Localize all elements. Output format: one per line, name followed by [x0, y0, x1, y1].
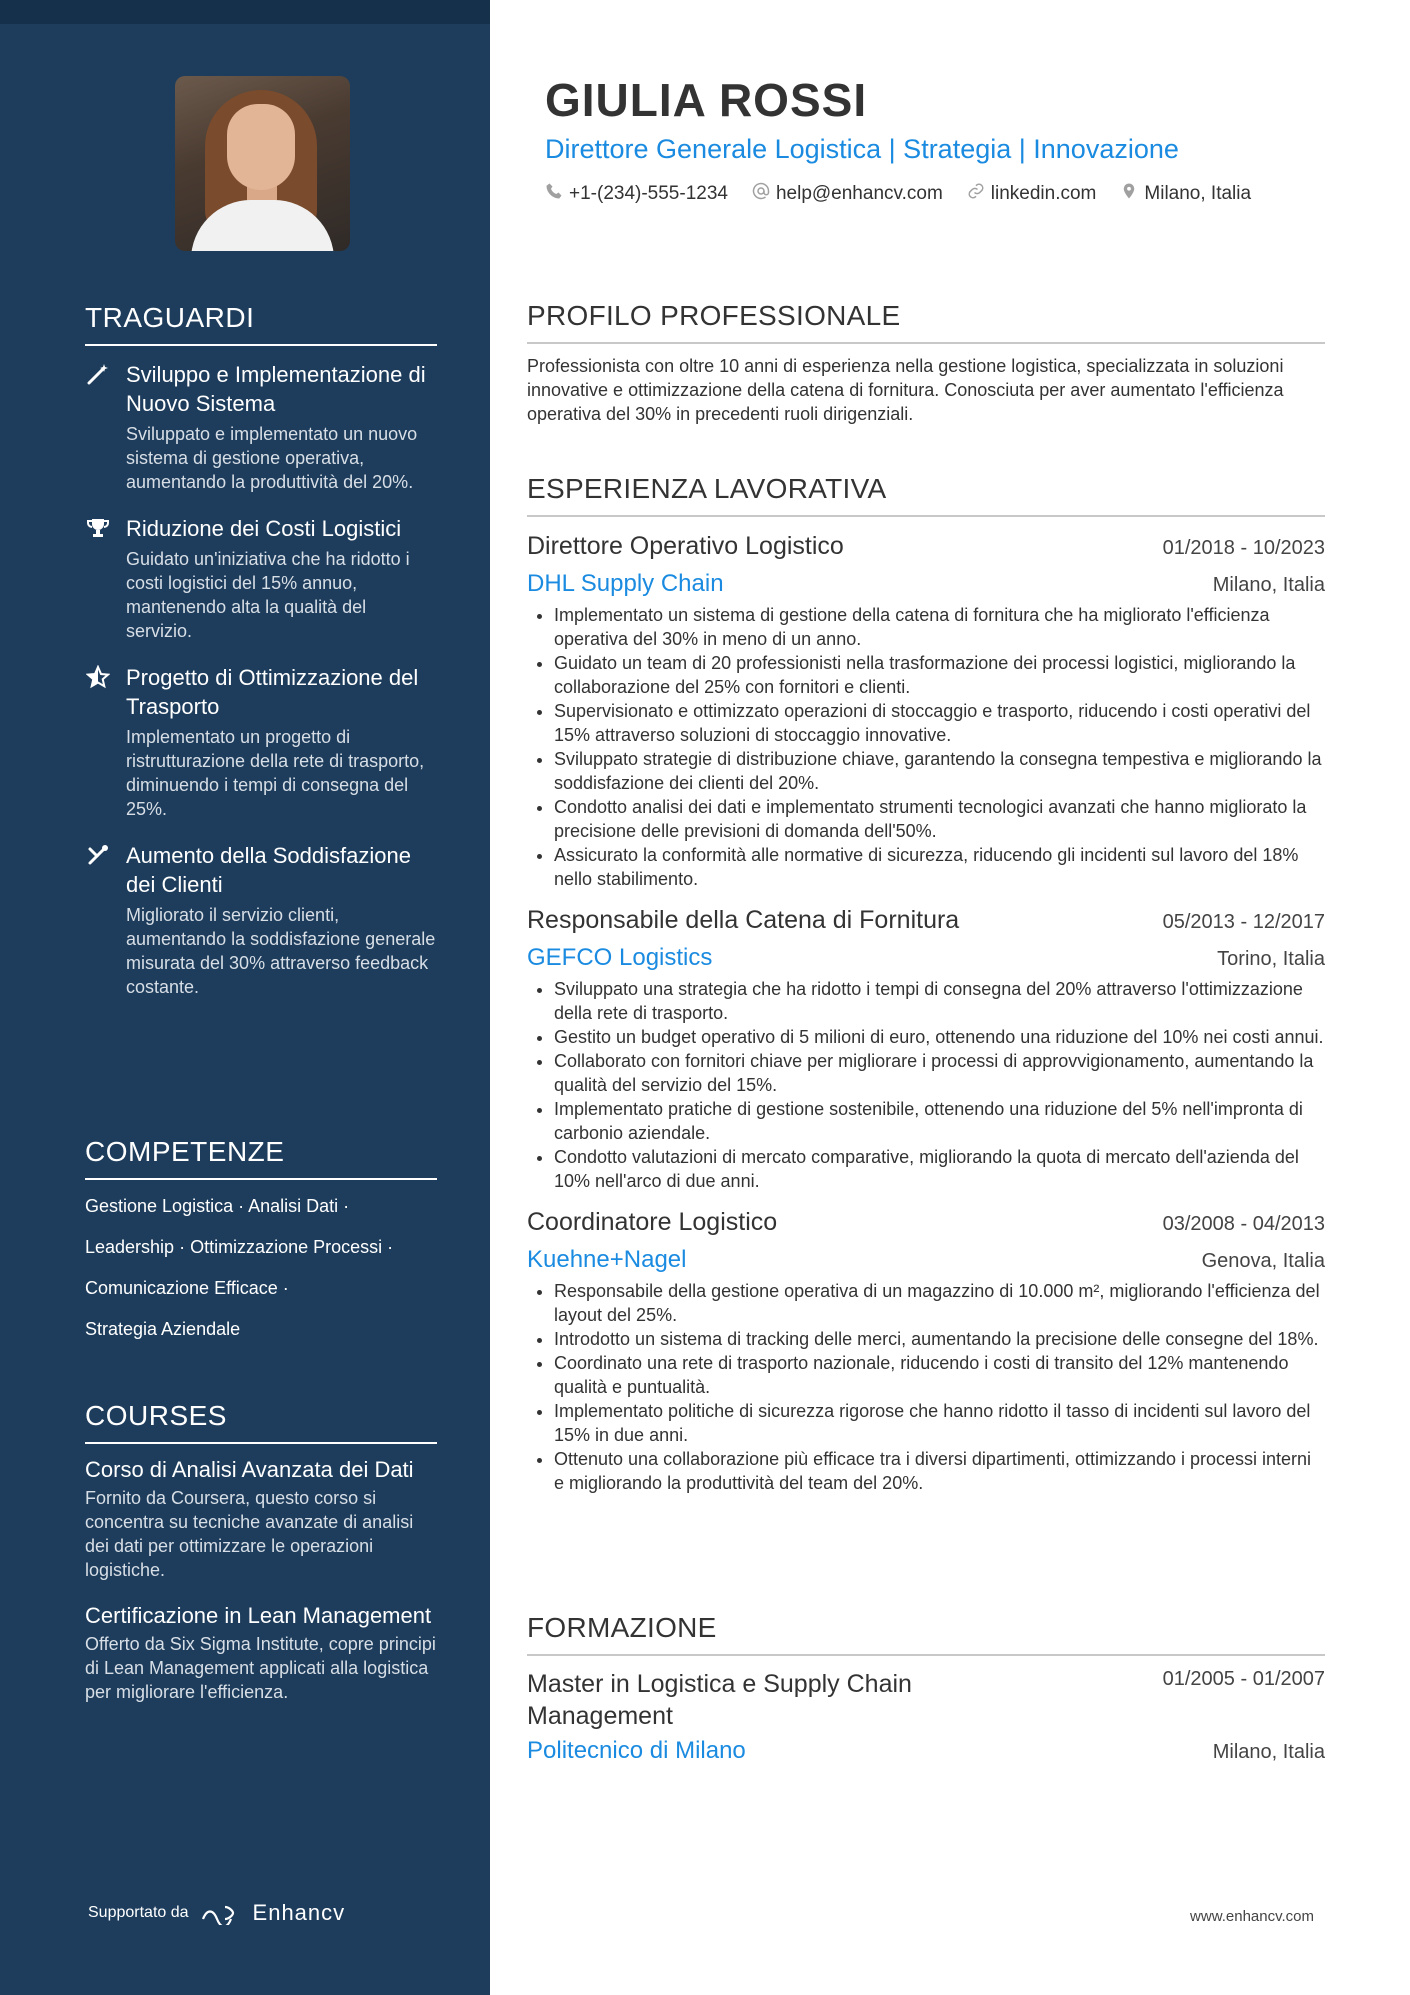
profile-title: PROFILO PROFESSIONALE [527, 300, 1325, 344]
company-name[interactable]: DHL Supply Chain [527, 570, 724, 597]
school-name[interactable]: Politecnico di Milano [527, 1737, 746, 1764]
bullet-item: • Collaborato con fornitori chiave per migliorare i processi di approvvigionamento, aumentando la qualità del servizio del 15%. [554, 1049, 1325, 1097]
achievements-section [85, 302, 437, 999]
contact-phone[interactable] [545, 182, 728, 205]
footer-url[interactable]: www.enhancv.com [1190, 1908, 1314, 1925]
bullet-item: • Implementato politiche di sicurezza rigorose che hanno ridotto il tasso di incidenti sul lavoro del 15% in due anni. [554, 1399, 1325, 1447]
job-location: Genova, Italia [1201, 1250, 1325, 1272]
course-item [85, 1456, 437, 1582]
achievement-title: Riduzione dei Costi Logistici [126, 516, 402, 541]
powered-by-label: Supportato da [88, 1904, 189, 1921]
bullet-item: • Condotto valutazioni di mercato comparative, migliorando la quota di mercato dell'azienda del 10% nell'arco di due anni. [554, 1145, 1325, 1193]
magic-wand-icon [85, 362, 111, 388]
at-icon [752, 182, 770, 205]
skills-line: Gestione Logistica · Analisi Dati · [85, 1196, 350, 1216]
job-entry [527, 1203, 1325, 1495]
bullet-item: • Implementato pratiche di gestione sostenibile, ottenendo una riduzione del 5% nell'impronta di carbonio aziendale. [554, 1097, 1325, 1145]
profile-text: Professionista con oltre 10 anni di esperienza nella gestione logistica, specializzata in soluzioni innovative e ottimizzazione della catena di fornitura. Conosciuta per aver aumentato l'efficienza operativa del 30% in precedenti ruoli dirigenziali. [527, 356, 1284, 424]
contact-phone-text: +1-(234)-555-1234 [569, 182, 728, 204]
achievement-title: Aumento della Soddisfazione dei Clienti [126, 843, 411, 897]
achievement-item [85, 663, 437, 821]
star-half-icon [85, 665, 111, 691]
location-pin-icon [1120, 182, 1138, 205]
contact-linkedin[interactable] [967, 182, 1097, 205]
education-section [527, 1612, 1325, 1770]
skills-line: Comunicazione Efficace · [85, 1278, 289, 1298]
course-item [85, 1602, 437, 1704]
skills-line: Strategia Aziendale [85, 1319, 241, 1339]
bullet-item: • Sviluppato una strategia che ha ridotto i tempi di consegna del 20% attraverso l'ottimizzazione della rete di trasporto. [554, 977, 1325, 1025]
contact-linkedin-text: linkedin.com [990, 182, 1097, 204]
degree-title: Master in Logistica e Supply Chain Management [527, 1670, 912, 1730]
course-title: Certificazione in Lean Management [85, 1603, 432, 1628]
education-dates: 01/2005 - 01/2007 [1162, 1668, 1325, 1690]
bullet-item: • Assicurato la conformità alle normative di sicurezza, riducendo gli incidenti sul lavoro del 18% nello stabilimento. [554, 843, 1325, 891]
bullet-item: • Guidato un team di 20 professionisti nella trasformazione dei processi logistici, migliorando la collaborazione del 25% con fornitori e clienti. [554, 651, 1325, 699]
job-location: Torino, Italia [1217, 948, 1325, 970]
course-title: Corso di Analisi Avanzata dei Dati [85, 1457, 414, 1482]
skills-section [85, 1136, 437, 1350]
bullet-item: • Introdotto un sistema di tracking delle merci, aumentando la precisione delle consegne del 18%. [554, 1327, 1325, 1351]
bullet-item: • Sviluppato strategie di distribuzione chiave, garantendo la consegna tempestiva e migliorando la soddisfazione dei clienti del 20%. [554, 747, 1325, 795]
contact-email[interactable] [752, 182, 943, 205]
bullet-item: • Implementato un sistema di gestione della catena di fornitura che ha migliorato l'efficienza operativa del 30% in meno di un anno. [554, 603, 1325, 651]
courses-title: COURSES [85, 1400, 437, 1444]
job-dates: 03/2008 - 04/2013 [1162, 1213, 1325, 1235]
bullet-item: • Supervisionato e ottimizzato operazioni di stoccaggio e trasporto, riducendo i costi operativi del 15% attraverso soluzioni di stoccaggio innovative. [554, 699, 1325, 747]
link-icon [967, 182, 985, 205]
job-bullets [527, 977, 1325, 1193]
education-location: Milano, Italia [1212, 1741, 1325, 1763]
skills-line: Leadership · Ottimizzazione Processi · [85, 1237, 394, 1257]
bullet-item: • Coordinato una rete di trasporto nazionale, riducendo i costi di transito del 12% mantenendo qualità e puntualità. [554, 1351, 1325, 1399]
contact-location-text: Milano, Italia [1144, 182, 1252, 204]
profile-photo [175, 76, 350, 251]
achievement-desc: Migliorato il servizio clienti, aumentando la soddisfazione generale misurata del 30% attraverso feedback costante. [126, 905, 436, 997]
education-entry [527, 1668, 1325, 1770]
sidebar-top-band [0, 0, 490, 24]
achievement-title: Sviluppo e Implementazione di Nuovo Sistema [126, 362, 426, 416]
trophy-icon [85, 516, 111, 542]
achievement-item [85, 514, 437, 643]
contact-location [1120, 182, 1251, 205]
candidate-name: GIULIA ROSSI [545, 74, 868, 126]
bullet-item: • Condotto analisi dei dati e implementato strumenti tecnologici avanzati che hanno migliorato la precisione delle previsioni di domanda dell'50%. [554, 795, 1325, 843]
job-dates: 01/2018 - 10/2023 [1162, 537, 1325, 559]
education-title: FORMAZIONE [527, 1612, 1325, 1656]
achievement-desc: Guidato un'iniziativa che ha ridotto i costi logistici del 15% annuo, mantenendo alta la qualità del servizio. [126, 549, 410, 641]
candidate-role: Direttore Generale Logistica | Strategia | Innovazione [545, 134, 1179, 164]
profile-section [527, 300, 1325, 426]
bullet-item: • Gestito un budget operativo di 5 milioni di euro, ottenendo una riduzione del 10% nei costi annui. [554, 1025, 1325, 1049]
powered-by [88, 1900, 345, 1926]
enhancv-brand[interactable]: Enhancv [252, 1900, 346, 1925]
job-title: Responsabile della Catena di Fornitura [527, 906, 960, 934]
achievement-item [85, 841, 437, 999]
achievement-desc: Implementato un progetto di ristrutturazione della rete di trasporto, diminuendo i tempi di consegna del 25%. [126, 727, 425, 819]
job-bullets [527, 1279, 1325, 1495]
job-entry [527, 901, 1325, 1193]
achievements-title: TRAGUARDI [85, 302, 437, 346]
job-entry [527, 527, 1325, 891]
job-dates: 05/2013 - 12/2017 [1162, 911, 1325, 933]
contact-email-text: help@enhancv.com [775, 182, 943, 204]
courses-section [85, 1400, 437, 1704]
course-desc: Offerto da Six Sigma Institute, copre principi di Lean Management applicati alla logistica per migliorare l'efficienza. [85, 1634, 436, 1702]
achievement-title: Progetto di Ottimizzazione del Trasporto [126, 665, 419, 719]
contact-bar [545, 182, 1325, 205]
job-title: Direttore Operativo Logistico [527, 532, 844, 560]
enhancv-logo-icon [199, 1901, 245, 1925]
sidebar [0, 0, 490, 1995]
job-bullets [527, 603, 1325, 891]
skills-title: COMPETENZE [85, 1136, 437, 1180]
job-location: Milano, Italia [1212, 574, 1325, 596]
course-desc: Fornito da Coursera, questo corso si concentra su tecniche avanzate di analisi dei dati per ottimizzare le operazioni logistiche. [85, 1488, 414, 1580]
resume-header [545, 70, 1325, 205]
bullet-item: • Ottenuto una collaborazione più efficace tra i diversi dipartimenti, ottimizzando i processi interni e migliorando la produttività del team del 20%. [554, 1447, 1325, 1495]
bullet-item: • Responsabile della gestione operativa di un magazzino di 10.000 m², migliorando l'efficienza del layout del 25%. [554, 1279, 1325, 1327]
tools-icon [85, 843, 111, 869]
experience-title: ESPERIENZA LAVORATIVA [527, 473, 1325, 517]
phone-icon [545, 182, 563, 205]
achievement-item [85, 360, 437, 494]
job-title: Coordinatore Logistico [527, 1208, 778, 1236]
experience-section [527, 473, 1325, 1495]
achievement-desc: Sviluppato e implementato un nuovo sistema di gestione operativa, aumentando la produttività del 20%. [126, 424, 418, 492]
company-name[interactable]: GEFCO Logistics [527, 944, 713, 971]
company-name[interactable]: Kuehne+Nagel [527, 1246, 687, 1273]
